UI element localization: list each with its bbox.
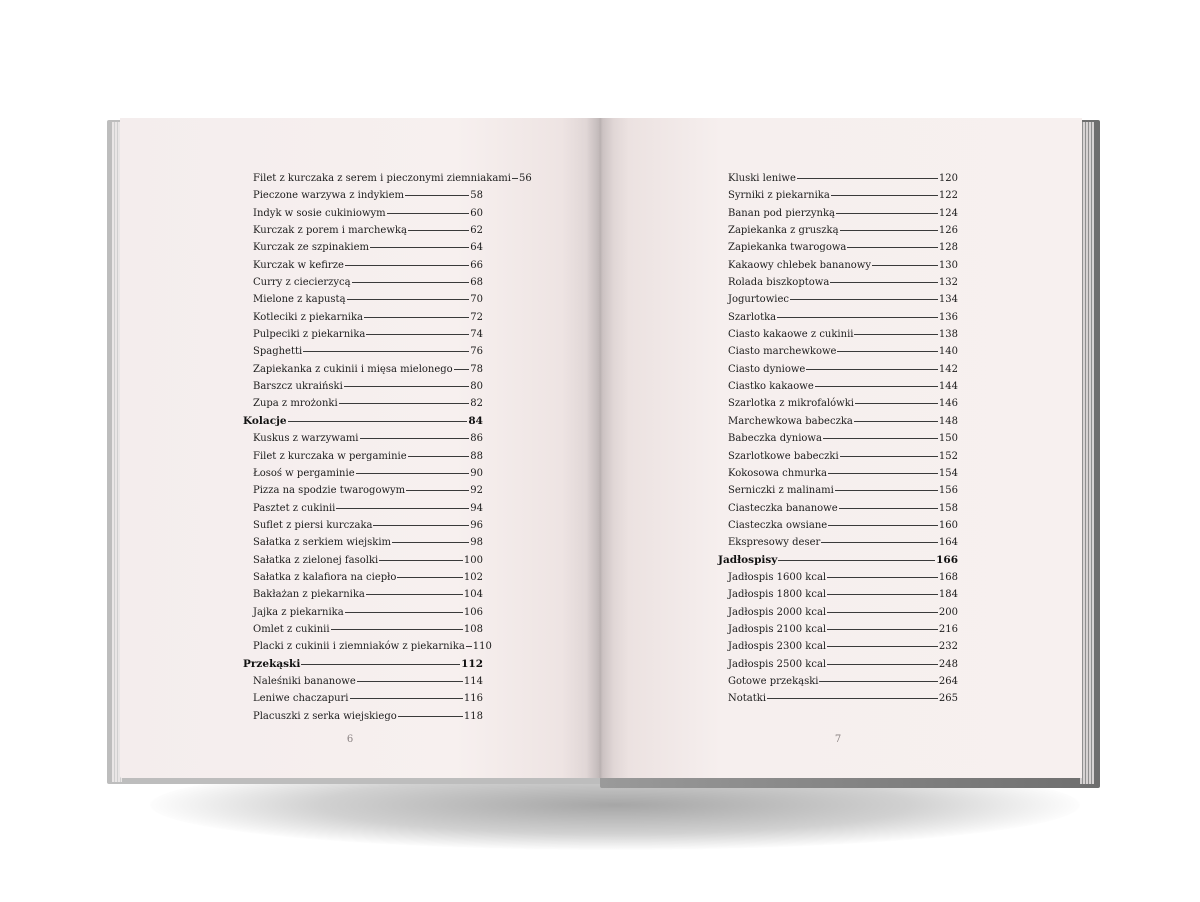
toc-leader-line: [406, 490, 469, 491]
toc-entry-title: Pasztet z cukinii: [253, 502, 336, 514]
toc-entry: [243, 604, 483, 621]
toc-entry-page-number: 74: [470, 329, 483, 341]
toc-entry: [243, 274, 483, 291]
toc-entry-title: Zapiekanka z cukinii i mięsa mielonego: [253, 363, 453, 375]
toc-entry-title: Barszcz ukraiński: [253, 381, 343, 393]
toc-leader-line: [827, 594, 938, 595]
toc-entry-page-number: 82: [470, 398, 483, 410]
toc-entry-title: Kuskus z warzywami: [253, 433, 359, 445]
toc-entry: [718, 673, 958, 690]
toc-leader-line: [821, 542, 938, 543]
toc-leader-line: [408, 456, 470, 457]
toc-entry-page-number: 100: [463, 554, 483, 566]
toc-entry: [243, 326, 483, 343]
toc-entry-page-number: 142: [938, 363, 958, 375]
toc-leader-line: [344, 386, 469, 387]
toc-entry-title: Ciasto marchewkowe: [728, 346, 837, 358]
toc-leader-line: [366, 334, 469, 335]
toc-entry-title: Ciastko kakaowe: [728, 381, 814, 393]
toc-entry-title: Rolada biszkoptowa: [728, 277, 830, 289]
toc-leader-line: [767, 698, 938, 699]
toc-leader-line: [512, 178, 518, 179]
toc-leader-line: [303, 351, 469, 352]
toc-entry: [718, 413, 958, 430]
toc-entry-page-number: 106: [463, 606, 483, 618]
toc-leader-line: [301, 664, 460, 665]
toc-entry-page-number: 152: [938, 450, 958, 462]
toc-leader-line: [790, 299, 938, 300]
toc-leader-line: [350, 698, 463, 699]
toc-entry-title: Kakaowy chlebek bananowy: [728, 259, 872, 271]
toc-entry-page-number: 56: [518, 173, 532, 184]
toc-entry: [718, 621, 958, 638]
toc-leader-line: [777, 317, 938, 318]
toc-entry-title: Syrniki z piekarnika: [728, 190, 830, 202]
toc-entry-page-number: 112: [461, 657, 483, 670]
toc-entry-page-number: 86: [470, 433, 483, 445]
toc-leader-line: [837, 351, 937, 352]
toc-leader-line: [840, 456, 938, 457]
toc-leader-line: [360, 438, 470, 439]
toc-leader-line: [387, 213, 470, 214]
toc-leader-line: [379, 560, 463, 561]
toc-entry: [243, 309, 483, 326]
toc-entry-page-number: 116: [463, 693, 483, 705]
toc-entry-page-number: 130: [938, 259, 958, 271]
toc-leader-line: [356, 473, 470, 474]
toc-entry-title: Filet z kurczaka w pergaminie: [253, 450, 407, 462]
toc-entry-title: Zapiekanka z gruszką: [728, 225, 839, 237]
toc-entry-page-number: 88: [470, 450, 483, 462]
toc-entry: [718, 239, 958, 256]
toc-leader-line: [819, 681, 937, 682]
toc-entry-page-number: 108: [463, 623, 483, 635]
toc-entry-title: Kluski leniwe: [728, 173, 796, 184]
toc-entry-title: Curry z ciecierzycą: [253, 277, 351, 289]
toc-entry-title: Filet z kurczaka z serem i pieczonymi ziemniakami: [253, 173, 511, 184]
toc-entry-title: Sałatka z kalafiora na ciepło: [253, 571, 397, 583]
toc-entry-page-number: 216: [938, 623, 958, 635]
toc-entry: [243, 586, 483, 603]
toc-entry: [718, 361, 958, 378]
toc-entry-page-number: 76: [470, 346, 483, 358]
toc-entry-page-number: 154: [938, 467, 958, 479]
toc-entry: [243, 222, 483, 239]
toc-leader-line: [778, 560, 935, 561]
toc-entry: [243, 205, 483, 222]
toc-entry: [718, 638, 958, 655]
toc-entry-page-number: 136: [938, 311, 958, 323]
toc-entry-page-number: 156: [938, 485, 958, 497]
toc-entry-title: Pizza na spodzie twarogowym: [253, 485, 406, 497]
toc-entry-page-number: 168: [938, 571, 958, 583]
toc-leader-line: [854, 421, 938, 422]
toc-entry: [243, 430, 483, 447]
toc-entry: [718, 378, 958, 395]
toc-entry-title: Sałatka z serkiem wiejskim: [253, 537, 391, 549]
toc-entry: [718, 534, 958, 551]
toc-leader-line: [408, 230, 469, 231]
toc-entry: [243, 673, 483, 690]
toc-entry-page-number: 158: [938, 502, 958, 514]
toc-leader-line: [827, 577, 938, 578]
toc-entry-page-number: 124: [938, 207, 958, 219]
toc-entry: [243, 239, 483, 256]
toc-leader-line: [373, 525, 469, 526]
toc-entry: [718, 257, 958, 274]
toc-entry-page-number: 114: [463, 675, 483, 687]
toc-leader-line: [836, 213, 938, 214]
toc-leader-line: [831, 195, 938, 196]
toc-entry: [243, 395, 483, 412]
toc-entry: [243, 552, 483, 569]
toc-entry-title: Spaghetti: [253, 346, 303, 358]
toc-entry-page-number: 68: [470, 277, 483, 289]
toc-entry: [718, 430, 958, 447]
toc-entry: [718, 586, 958, 603]
toc-entry-title: Łosoś w pergaminie: [253, 467, 355, 479]
toc-entry-title: Kurczak z porem i marchewką: [253, 225, 407, 237]
toc-entry-title: Babeczka dyniowa: [728, 433, 822, 445]
toc-entry-page-number: 110: [472, 641, 492, 653]
toc-leader-line: [405, 195, 469, 196]
toc-entry-page-number: 134: [938, 294, 958, 306]
toc-entry: [243, 621, 483, 638]
toc-leader-line: [827, 646, 938, 647]
toc-section-heading: [718, 552, 958, 569]
toc-entry-title: Jogurtowiec: [728, 294, 789, 306]
toc-entry: [243, 638, 492, 655]
toc-entry-title: Placki z cukinii i ziemniaków z piekarnika: [253, 641, 465, 653]
toc-entry: [243, 170, 532, 187]
toc-section-heading: [243, 413, 483, 430]
toc-entry-title: Kurczak w kefirze: [253, 259, 344, 271]
toc-entry-page-number: 84: [468, 414, 483, 427]
toc-entry-title: Jajka z piekarnika: [253, 606, 344, 618]
toc-entry-title: Szarlotkowe babeczki: [728, 450, 839, 462]
toc-leader-line: [331, 629, 463, 630]
toc-entry-page-number: 248: [938, 658, 958, 670]
toc-entry-page-number: 160: [938, 519, 958, 531]
toc-entry: [243, 708, 483, 725]
toc-entry-title: Omlet z cukinii: [253, 623, 330, 635]
toc-entry-page-number: 66: [470, 259, 483, 271]
toc-entry: [718, 291, 958, 308]
toc-entry-title: Jadłospis 1800 kcal: [728, 589, 827, 601]
toc-entry-page-number: 62: [470, 225, 483, 237]
toc-entry-title: Gotowe przekąski: [728, 675, 819, 687]
toc-entry: [243, 343, 483, 360]
toc-leader-line: [854, 334, 937, 335]
toc-entry-page-number: 118: [463, 710, 483, 722]
toc-entry-title: Marchewkowa babeczka: [728, 415, 853, 427]
toc-entry: [718, 170, 958, 187]
toc-entry-page-number: 104: [463, 589, 483, 601]
toc-entry-page-number: 92: [470, 485, 483, 497]
toc-entry-title: Placuszki z serka wiejskiego: [253, 710, 397, 722]
toc-entry: [718, 205, 958, 222]
toc-leader-line: [827, 629, 938, 630]
toc-entry-title: Zapiekanka twarogowa: [728, 242, 847, 254]
toc-entry: [718, 326, 958, 343]
toc-entry-title: Pieczone warzywa z indykiem: [253, 190, 404, 202]
toc-entry: [718, 517, 958, 534]
toc-entry: [243, 187, 483, 204]
book-gutter: [586, 118, 614, 778]
toc-entry-title: Bakłażan z piekarnika: [253, 589, 365, 601]
toc-entry: [243, 534, 483, 551]
toc-entry-title: Jadłospis 2300 kcal: [728, 641, 827, 653]
toc-entry-page-number: 98: [470, 537, 483, 549]
toc-entry-page-number: 80: [470, 381, 483, 393]
toc-entry: [718, 395, 958, 412]
toc-leader-line: [828, 525, 938, 526]
table-of-contents-right: [718, 170, 958, 708]
toc-entry-page-number: 64: [470, 242, 483, 254]
toc-entry-page-number: 128: [938, 242, 958, 254]
toc-entry: [243, 690, 483, 707]
toc-entry-title: Kolacje: [243, 414, 287, 427]
toc-entry-title: Sałatka z zielonej fasolki: [253, 554, 379, 566]
page-number-right: 7: [834, 734, 842, 745]
toc-leader-line: [806, 369, 938, 370]
toc-leader-line: [345, 612, 463, 613]
toc-entry: [243, 569, 483, 586]
toc-entry: [718, 448, 958, 465]
toc-entry-page-number: 232: [938, 641, 958, 653]
toc-entry-title: Jadłospis 2500 kcal: [728, 658, 827, 670]
toc-leader-line: [466, 646, 472, 647]
toc-entry-page-number: 70: [470, 294, 483, 306]
toc-entry-title: Szarlotka: [728, 311, 777, 323]
toc-entry-page-number: 58: [470, 190, 483, 202]
toc-entry-page-number: 96: [470, 519, 483, 531]
toc-leader-line: [345, 265, 469, 266]
toc-entry-title: Jadłospisy: [718, 553, 778, 566]
toc-entry-page-number: 72: [470, 311, 483, 323]
toc-entry-page-number: 265: [938, 693, 958, 705]
toc-entry-page-number: 60: [470, 207, 483, 219]
toc-entry: [718, 656, 958, 673]
toc-entry-title: Ciasto dyniowe: [728, 363, 806, 375]
toc-entry-page-number: 148: [938, 415, 958, 427]
toc-leader-line: [839, 508, 938, 509]
toc-entry: [243, 291, 483, 308]
toc-entry-title: Notatki: [728, 693, 767, 705]
toc-entry-page-number: 184: [938, 589, 958, 601]
toc-entry-title: Leniwe chaczapuri: [253, 693, 349, 705]
toc-entry-page-number: 166: [936, 553, 958, 566]
toc-entry-page-number: 146: [938, 398, 958, 410]
toc-entry: [243, 257, 483, 274]
toc-leader-line: [872, 265, 938, 266]
toc-entry: [243, 378, 483, 395]
toc-entry-page-number: 138: [938, 329, 958, 341]
toc-leader-line: [855, 403, 938, 404]
toc-leader-line: [288, 421, 468, 422]
toc-section-heading: [243, 656, 483, 673]
toc-leader-line: [347, 299, 470, 300]
toc-entry-page-number: 164: [938, 537, 958, 549]
toc-entry: [718, 343, 958, 360]
toc-entry-title: Serniczki z malinami: [728, 485, 834, 497]
toc-entry-title: Banan pod pierzynką: [728, 207, 836, 219]
toc-entry-title: Indyk w sosie cukiniowym: [253, 207, 386, 219]
toc-entry: [243, 465, 483, 482]
toc-leader-line: [392, 542, 469, 543]
toc-entry-title: Naleśniki bananowe: [253, 675, 356, 687]
toc-entry-page-number: 90: [470, 467, 483, 479]
toc-leader-line: [830, 282, 938, 283]
toc-leader-line: [339, 403, 470, 404]
toc-leader-line: [454, 369, 470, 370]
toc-entry: [718, 500, 958, 517]
toc-entry-title: Jadłospis 2000 kcal: [728, 606, 827, 618]
toc-leader-line: [366, 594, 463, 595]
toc-entry: [718, 604, 958, 621]
toc-entry-title: Szarlotka z mikrofalówki: [728, 398, 854, 410]
toc-entry-page-number: 126: [938, 225, 958, 237]
toc-leader-line: [797, 178, 938, 179]
toc-entry-page-number: 144: [938, 381, 958, 393]
toc-entry: [718, 274, 958, 291]
toc-entry-title: Ciasto kakaowe z cukinii: [728, 329, 854, 341]
toc-entry-page-number: 120: [938, 173, 958, 184]
toc-entry-title: Jadłospis 1600 kcal: [728, 571, 827, 583]
toc-entry-title: Kokosowa chmurka: [728, 467, 827, 479]
toc-entry: [243, 517, 483, 534]
toc-leader-line: [847, 247, 938, 248]
toc-entry: [243, 482, 483, 499]
toc-entry-title: Zupa z mrożonki: [253, 398, 338, 410]
toc-entry-title: Kotleciki z piekarnika: [253, 311, 364, 323]
toc-entry-page-number: 140: [938, 346, 958, 358]
toc-entry-page-number: 132: [938, 277, 958, 289]
toc-entry: [718, 482, 958, 499]
toc-entry: [718, 222, 958, 239]
toc-entry-title: Mielone z kapustą: [253, 294, 346, 306]
toc-leader-line: [397, 577, 462, 578]
toc-leader-line: [823, 438, 938, 439]
toc-entry: [718, 309, 958, 326]
toc-entry-page-number: 150: [938, 433, 958, 445]
toc-leader-line: [815, 386, 938, 387]
toc-entry: [243, 361, 483, 378]
toc-leader-line: [827, 612, 938, 613]
toc-leader-line: [828, 473, 938, 474]
toc-entry-title: Ciasteczka owsiane: [728, 519, 828, 531]
toc-entry-page-number: 122: [938, 190, 958, 202]
toc-entry-title: Jadłospis 2100 kcal: [728, 623, 827, 635]
toc-leader-line: [336, 508, 469, 509]
page-number-left: 6: [346, 734, 354, 745]
toc-entry-page-number: 200: [938, 606, 958, 618]
toc-entry: [243, 500, 483, 517]
toc-entry-page-number: 94: [470, 502, 483, 514]
toc-entry: [718, 690, 958, 707]
toc-entry-page-number: 78: [470, 363, 483, 375]
toc-entry-page-number: 102: [463, 571, 483, 583]
toc-leader-line: [370, 247, 469, 248]
toc-entry: [718, 569, 958, 586]
toc-entry-page-number: 264: [938, 675, 958, 687]
toc-entry-title: Ekspresowy deser: [728, 537, 821, 549]
toc-leader-line: [364, 317, 469, 318]
toc-entry-title: Ciasteczka bananowe: [728, 502, 838, 514]
toc-entry-title: Suflet z piersi kurczaka: [253, 519, 373, 531]
toc-entry-title: Pulpeciki z piekarnika: [253, 329, 366, 341]
toc-leader-line: [840, 230, 938, 231]
toc-entry: [243, 448, 483, 465]
toc-leader-line: [827, 664, 938, 665]
toc-entry-title: Kurczak ze szpinakiem: [253, 242, 369, 254]
toc-entry: [718, 187, 958, 204]
toc-entry: [718, 465, 958, 482]
toc-leader-line: [835, 490, 938, 491]
page-edges-right: [1080, 122, 1094, 784]
toc-entry-title: Przekąski: [243, 657, 301, 670]
toc-leader-line: [398, 716, 463, 717]
table-of-contents-left: [243, 170, 532, 725]
toc-leader-line: [357, 681, 463, 682]
toc-leader-line: [352, 282, 470, 283]
